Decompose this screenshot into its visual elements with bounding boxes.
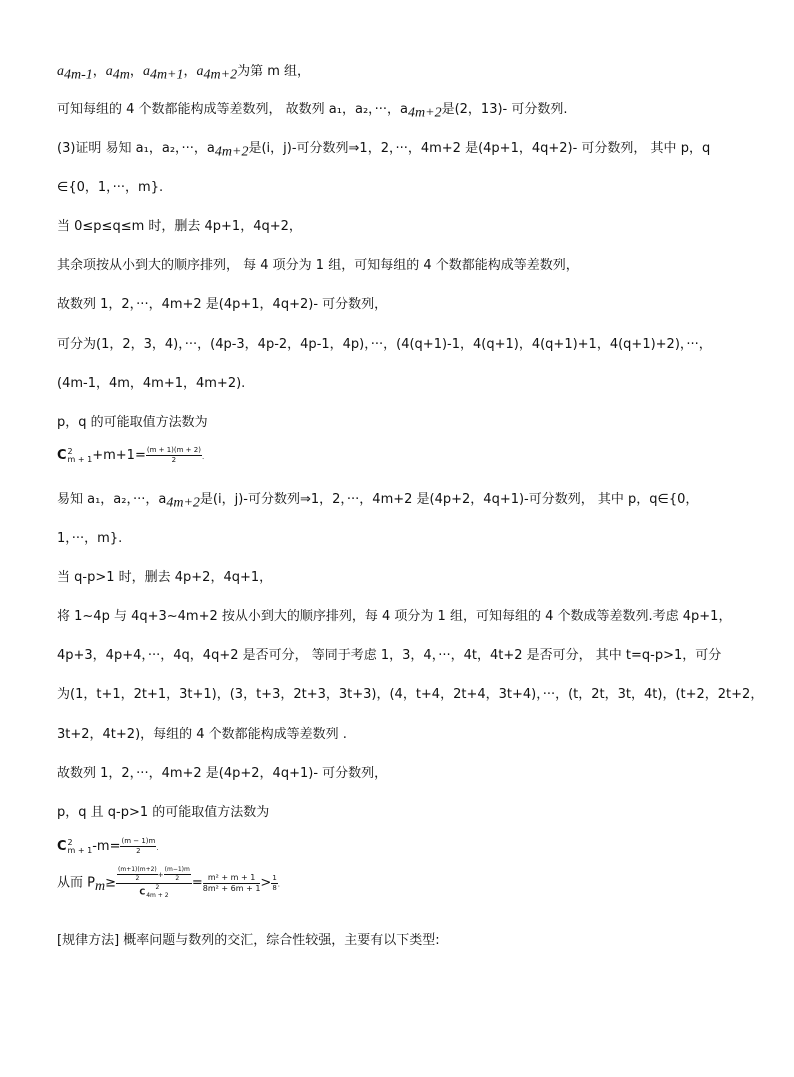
denominator: 8m² + 6m + 1 [202, 883, 261, 893]
combination-indices [68, 448, 93, 464]
sub: m + 1 [67, 454, 93, 464]
denominator: 8 [272, 883, 277, 892]
ge-sign: ≥ [105, 875, 117, 891]
sup: 2 [67, 837, 73, 847]
text-line-1 [57, 64, 310, 84]
denominator: 2 [135, 875, 140, 882]
sub: 4m-1 [64, 67, 93, 83]
fraction [120, 837, 159, 856]
var-a: a [105, 64, 113, 79]
text-line-12 [57, 492, 698, 512]
denominator [116, 884, 192, 900]
numerator: m² + m + 1 [203, 873, 261, 884]
text: 从而 P [57, 875, 95, 891]
text-line-6: 其余项按从小到大的顺序排列， 每 4 项分为 1 组，可知每组的 4 个数都能构成等差数列， [57, 258, 579, 273]
fraction [203, 873, 261, 894]
text-line-16: 4p+3，4p+4，···，4q，4q+2 是否可分， 等同于考虑 1，3，4，···，4t，4t+2 是否可分， 其中 t=q-p>1，可分 [57, 648, 722, 663]
text: 易知 a₁，a₂，···，a [57, 492, 167, 507]
text-line-8: 可分为(1，2，3，4)，···，(4p-3，4p-2，4p-1，4p)，···，(4(q+1)-1，4(q+1)，4(q+1)+1，4(q+1)+2)，···， [57, 337, 712, 352]
formula-line-3 [57, 866, 280, 900]
text: 是(i，j)-可分数列⇒1，2，···，4m+2 是(4p+2，4q+1)-可分数列， 其中 p，q∈{0， [199, 492, 699, 507]
text: 是(i，j)-可分数列⇒1，2，···，4m+2 是(4p+1，4q+2)- 可分数列， 其中 p，q [248, 141, 711, 156]
numerator: (m−1)m [164, 866, 190, 873]
var-a: a [196, 64, 204, 79]
numerator: (m − 1)m [121, 837, 156, 845]
sup: 2 [155, 884, 160, 891]
denominator: 2 [136, 847, 141, 855]
sep: ， [92, 64, 106, 79]
text: 是(2，13)- 可分数列. [441, 102, 568, 117]
plus: + [157, 871, 164, 879]
text-line-7: 故数列 1，2，···，4m+2 是(4p+1，4q+2)- 可分数列， [57, 297, 388, 312]
sub: m + 1 [67, 845, 93, 855]
text-line-3 [57, 141, 710, 161]
var-a: a [142, 64, 150, 79]
denominator: 2 [175, 875, 180, 882]
text-line-17: 为(1，t+1，2t+1，3t+1)，(3，t+3，2t+3，3t+3)，(4，t+4，2t+4，3t+4)，···，(t，2t，3t，4t)，(t+2，2t+2， [57, 687, 764, 702]
formula-line-2 [57, 837, 159, 856]
sub: 4m+2 [408, 105, 442, 121]
text-line-9: (4m-1，4m，4m+1，4m+2). [57, 376, 246, 391]
combination-C: C [57, 839, 67, 854]
gt-sign: > [260, 875, 272, 891]
text-line-5: 当 0≤p≤q≤m 时，删去 4p+1，4q+2， [57, 219, 302, 234]
text-line-4: ∈{0，1，···，m}. [57, 180, 164, 195]
sep: ， [183, 64, 197, 79]
sep: ， [129, 64, 143, 79]
text: 可知每组的 4 个数都能构成等差数列， 故数列 a₁，a₂，···，a [57, 102, 409, 117]
period: . [277, 880, 281, 889]
text-line-13: 1，···，m}. [57, 531, 123, 546]
combination-C: C [57, 448, 67, 463]
text-line-19: 故数列 1，2，···，4m+2 是(4p+2，4q+1)- 可分数列， [57, 766, 388, 781]
fraction-inner [164, 866, 191, 883]
sub: 4m+1 [149, 67, 184, 83]
text-line-20: p，q 且 q-p>1 的可能取值方法数为 [57, 805, 270, 820]
period: . [201, 453, 205, 461]
text-line-14: 当 q-p>1 时，删去 4p+2，4q+1， [57, 570, 273, 585]
text: 为第 m 组， [237, 64, 311, 79]
combination-indices [68, 839, 93, 855]
text-line-10: p，q 的可能取值方法数为 [57, 415, 208, 430]
numerator: (m + 1)(m + 2) [146, 446, 201, 454]
text-line-15: 将 1~4p 与 4q+3~4m+2 按从小到大的顺序排列，每 4 项分为 1 组，可知每组的 4 个数成等差数列.考虑 4p+1， [57, 609, 732, 624]
var-a: a [57, 64, 64, 79]
equals: = [191, 875, 203, 891]
combination-indices [146, 884, 168, 900]
numerator [116, 866, 192, 884]
text-line-18: 3t+2，4t+2)，每组的 4 个数都能构成等差数列 . [57, 727, 347, 742]
fraction-inner [117, 866, 158, 883]
fraction [146, 446, 205, 465]
denominator: 2 [171, 456, 177, 464]
fraction-compound [116, 866, 192, 900]
sub: 4m [112, 67, 130, 83]
sup: 2 [67, 446, 73, 456]
numerator: 1 [272, 873, 277, 882]
formula-line-1 [57, 446, 204, 465]
period: . [156, 844, 159, 852]
sub: 4m + 2 [146, 892, 169, 899]
text: -m= [92, 839, 121, 854]
sub: 4m+2 [166, 495, 200, 511]
text: +m+1= [92, 448, 146, 463]
text-line-2 [57, 102, 568, 122]
sub: m [94, 879, 106, 895]
text: (3)证明 易知 a₁，a₂，···，a [57, 141, 215, 156]
combination-C: C [139, 887, 146, 897]
text-line-23: [规律方法] 概率问题与数列的交汇，综合性较强，主要有以下类型: [57, 933, 440, 948]
numerator: (m+1)(m+2) [118, 866, 157, 873]
sub: 4m+2 [214, 144, 249, 160]
sub: 4m+2 [203, 67, 238, 83]
